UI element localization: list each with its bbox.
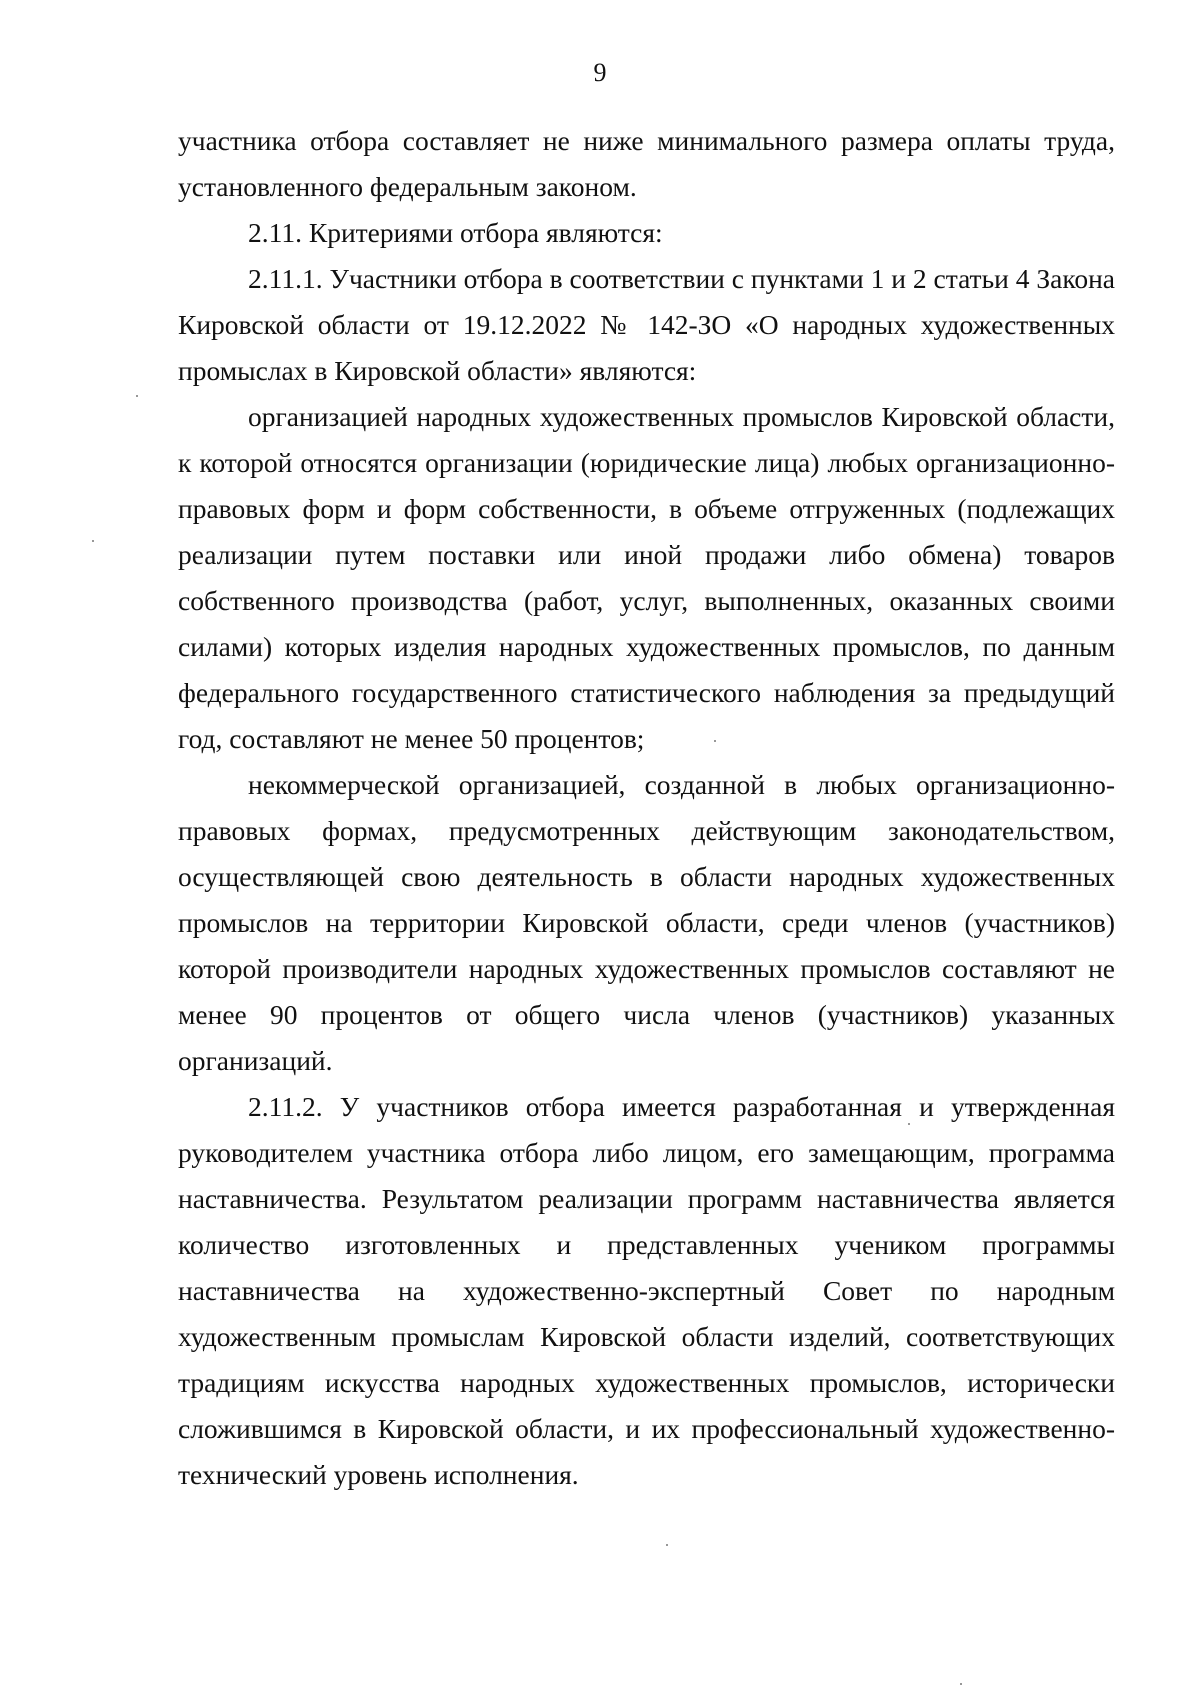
- scan-speck: [136, 395, 138, 397]
- scan-speck: [960, 1683, 962, 1685]
- paragraph-folk-crafts-organization: организацией народных художественных промыслов Кировской области, к которой относятся организации (юридические лица) любых организационно-правовых форм и форм собственности, в объеме отгруженных (подлежащих реализации путем поставки или иной продажи либо обмена) товаров собственного производства (работ, услуг, выполненных, оказанных своими силами) которых изделия народных художественных промыслов, по данным федерального государственного статистического наблюдения за предыдущий год, составляют не менее 50 процентов;: [178, 401, 1115, 754]
- scan-speck: [714, 740, 716, 742]
- page-number: 9: [593, 58, 607, 87]
- scan-speck: [92, 540, 94, 542]
- paragraph-2-11: 2.11. Критериями отбора являются:: [248, 217, 663, 248]
- paragraph-nonprofit-organization: некоммерческой организацией, созданной в любых организационно-правовых формах, предусмотренных действующим законодательством, осуществляющей свою деятельность в области народных художественных промыслов на территории Кировской области, среди членов (участников) которой производители народных художественных промыслов составляют не менее 90 процентов от общего числа членов (участников) указанных организаций.: [178, 769, 1115, 1076]
- paragraph-continuation: участника отбора составляет не ниже минимального размера оплаты труда, установленного федеральным законом.: [178, 125, 1115, 202]
- scan-speck: [666, 1544, 668, 1546]
- paragraph-2-11-2: 2.11.2. У участников отбора имеется разработанная и утвержденная руководителем участника отбора либо лицом, его замещающим, программа наставничества. Результатом реализации программ наставничества является количество изготовленных и представленных учеником программы наставничества на художественно-экспертный Совет по народным художественным промыслам Кировской области изделий, соответствующих традициям искусства народных художественных промыслов, исторически сложившимся в Кировской области, и их профессиональный художественно-технический уровень исполнения.: [178, 1091, 1115, 1490]
- scan-speck: [908, 1123, 910, 1125]
- paragraph-2-11-1: 2.11.1. Участники отбора в соответствии с пунктами 1 и 2 статьи 4 Закона Кировской области от 19.12.2022 № 142-ЗО «О народных художественных промыслах в Кировской области» являются:: [178, 263, 1115, 386]
- document-body: [178, 118, 1115, 1498]
